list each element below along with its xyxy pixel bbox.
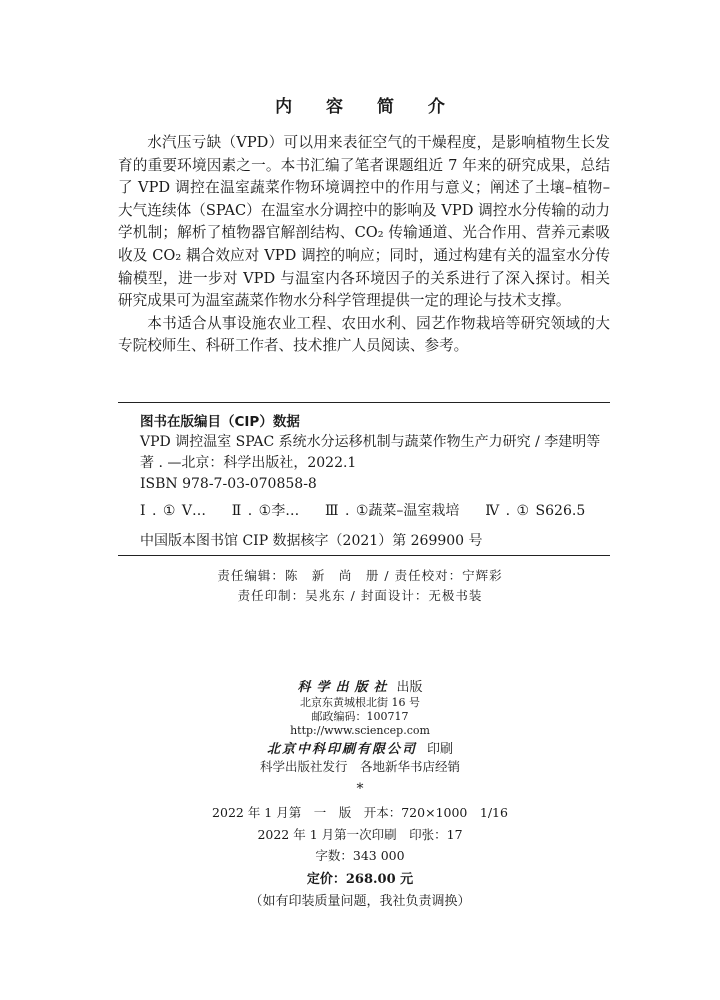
cip-isbn: ISBN 978-7-03-070858-8 [140, 476, 317, 492]
editors-line-2: 责任印制：吴兆东 / 封面设计：无极书装 [237, 588, 483, 603]
distribution-line: 科学出版社发行 各地新华书店经销 [259, 759, 460, 774]
quality-notice: （如有印装质量问题，我社负责调换） [249, 894, 471, 909]
printer-suffix: 印刷 [427, 742, 454, 757]
printing-line: 2022 年 1 月第一次印刷 印张：17 [257, 827, 463, 842]
publisher-postcode: 邮政编码：100717 [311, 710, 409, 723]
cip-heading: 图书在版编目（CIP）数据 [140, 414, 300, 430]
separator-asterisk: * [356, 781, 364, 797]
abstract-paragraph-2: 本书适合从事设施农业工程、农田水利、园艺作物栽培等研究领域的大专院校师生、科研工作者、技术推广人员阅读、参考。 [118, 314, 610, 355]
cip-bottom-rule [118, 555, 610, 556]
price: 定价：268.00 元 [306, 872, 414, 887]
abstract-paragraph-1: 水汽压亏缺（VPD）可以用来表征空气的干燥程度，是影响植物生长发育的重要环境因素之一。本书汇编了笔者课题组近 7 年来的研究成果，总结了 VPD 调控在温室蔬菜作物环境调控中的作用与意义；阐述了土壤–植物–大气连续体（SPAC）在温室水分调控中的影响及 VPD 调控水分传输的动力学机制；解析了植物器官解剖结构、CO₂ 传输通道、光合作用、营养元素吸收及 CO₂ 耦合效应对 VPD 调控的响应；同时，通过构建有关的温室水分传输模型，进一步对 VPD 与温室内各环境因子的关系进行了深入探讨。相关研究成果可为温室蔬菜作物水分科学管理提供一定的理论与技术支撑。 [118, 134, 610, 310]
page-title: 内 容 简 介 [275, 97, 459, 117]
publisher-url: http://www.sciencep.com [290, 724, 430, 737]
publisher-name-seal: 科学出版社 [297, 680, 393, 695]
cip-entry: VPD 调控温室 SPAC 系统水分运移机制与蔬菜作物生产力研究 / 李建明等著 . —北京：科学出版社，2022.1 [140, 434, 601, 471]
publisher-address: 北京东黄城根北街 16 号 [300, 696, 420, 709]
cip-classification: Ⅰ . ① V… Ⅱ . ①李… Ⅲ . ①蔬菜–温室栽培 Ⅳ . ① S626.5 [140, 503, 586, 519]
publisher-line [0, 676, 720, 695]
editors-line-1: 责任编辑：陈 新 尚 册 / 责任校对：宁辉彩 [217, 568, 503, 583]
cip-top-rule [118, 402, 610, 403]
abstract-section [118, 132, 610, 358]
printer-name-seal: 北京中科印刷有限公司 [266, 742, 417, 757]
edition-line: 2022 年 1 月第 一 版 开本：720×1000 1/16 [212, 805, 508, 820]
printer-line [0, 738, 720, 757]
publisher-suffix: 出版 [396, 680, 423, 695]
word-count: 字数：343 000 [315, 848, 405, 863]
cip-record-number: 中国版本图书馆 CIP 数据核字（2021）第 269900 号 [140, 533, 483, 549]
cip-record [140, 432, 610, 495]
